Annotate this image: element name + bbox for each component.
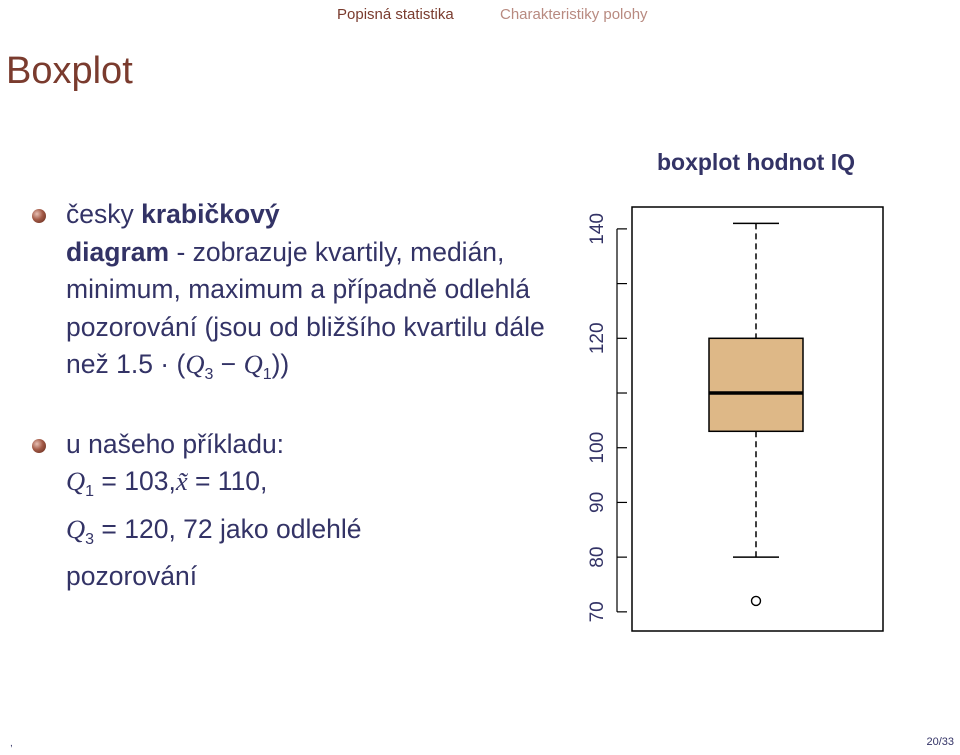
outlier-point: [752, 596, 761, 605]
example-q3: $Q_3 = 120$, 72 jako odlehlé: [66, 513, 362, 548]
bullet-item-example: [30, 426, 570, 596]
slide-title: Boxplot: [6, 50, 133, 92]
y-tick-label-100: 100: [587, 431, 608, 464]
bullet-text-prefix: česky: [66, 199, 134, 229]
nav-subsection-link[interactable]: Charakteristiky polohy: [500, 6, 648, 23]
bullet-bold-diagram: diagram: [66, 236, 170, 267]
y-tick-label-90: 90: [587, 491, 608, 514]
chart-title: boxplot hodnot IQ: [656, 149, 856, 175]
example-last-line: pozorování: [66, 561, 198, 591]
y-tick-label-70: 70: [587, 601, 608, 623]
example-q1-median: $Q_1$ = 103,x̃ = 110,: [66, 466, 268, 500]
y-tick-label-140: 140: [587, 213, 608, 245]
bullet-ball-icon: [32, 209, 46, 223]
bullet-text-body: - zobrazuje kvartily, medián, minimum, maximum a případně odlehlá pozorování (jsou od bližšího kvartilu dále: [66, 236, 545, 342]
iqr-box: [709, 338, 803, 431]
example-intro: u našeho příkladu:: [66, 428, 285, 459]
bullet-bold-krabickovy: krabičkový: [141, 199, 280, 229]
bullet-list: [30, 196, 570, 596]
top-navigation: [0, 0, 960, 30]
page-number: 20/33: [926, 736, 954, 748]
outlier-formula: než $1.5 \cdot (Q_3 - Q_1)$): [66, 349, 290, 383]
bullet-ball-icon: [32, 439, 46, 453]
nav-section-link[interactable]: Popisná statistika: [337, 6, 454, 23]
y-tick-label-120: 120: [587, 322, 608, 355]
footer-nav-mark: ,: [10, 738, 13, 749]
y-tick-label-80: 80: [587, 546, 608, 568]
iq-boxplot-chart: [570, 140, 900, 660]
bullet-item-description: [30, 196, 570, 394]
